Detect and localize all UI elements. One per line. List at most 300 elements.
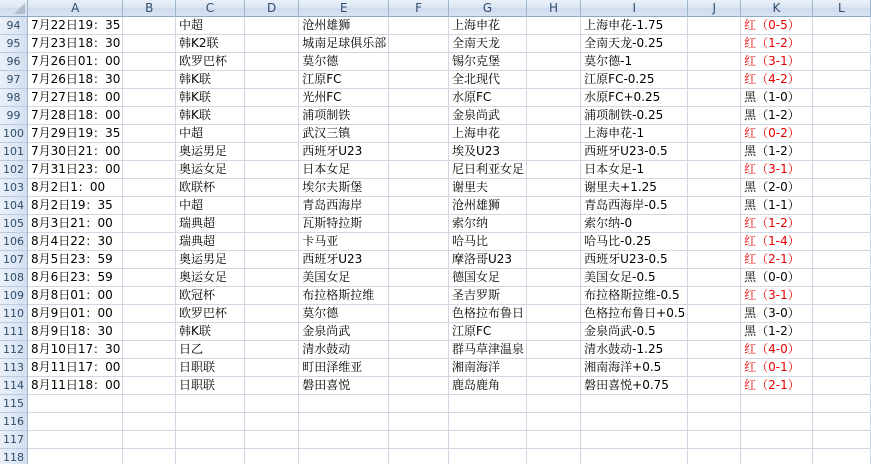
cell-E107[interactable]	[299, 251, 389, 269]
cell-J114[interactable]	[688, 377, 741, 395]
cell-D99[interactable]	[245, 107, 299, 125]
cell-L99[interactable]	[813, 107, 871, 125]
cell-C108[interactable]	[176, 269, 245, 287]
cell-E118[interactable]	[299, 449, 389, 464]
cell-E106[interactable]	[299, 233, 389, 251]
cell-I109[interactable]	[581, 287, 688, 305]
cell-L98[interactable]	[813, 89, 871, 107]
cell-A96[interactable]	[28, 53, 123, 71]
cell-L94[interactable]	[813, 17, 871, 35]
cell-L114[interactable]	[813, 377, 871, 395]
cell-L101[interactable]	[813, 143, 871, 161]
cell-K110[interactable]	[741, 305, 813, 323]
cell-A116[interactable]	[28, 413, 123, 431]
cell-I111[interactable]	[581, 323, 688, 341]
cell-K104[interactable]	[741, 197, 813, 215]
cell-L102[interactable]	[813, 161, 871, 179]
cell-D110[interactable]	[245, 305, 299, 323]
cell-J112[interactable]	[688, 341, 741, 359]
cell-G117[interactable]	[449, 431, 527, 449]
cell-K118[interactable]	[741, 449, 813, 464]
cell-F106[interactable]	[389, 233, 449, 251]
cell-H111[interactable]	[527, 323, 581, 341]
cell-E96[interactable]	[299, 53, 389, 71]
cell-L103[interactable]	[813, 179, 871, 197]
cell-D94[interactable]	[245, 17, 299, 35]
cell-A108[interactable]	[28, 269, 123, 287]
cell-B100[interactable]	[123, 125, 176, 143]
cell-D97[interactable]	[245, 71, 299, 89]
cell-D103[interactable]	[245, 179, 299, 197]
cell-B107[interactable]	[123, 251, 176, 269]
cell-A110[interactable]	[28, 305, 123, 323]
cell-K112[interactable]	[741, 341, 813, 359]
cell-G95[interactable]	[449, 35, 527, 53]
cell-F96[interactable]	[389, 53, 449, 71]
cell-K97[interactable]	[741, 71, 813, 89]
row-header-106[interactable]: 106	[0, 233, 28, 251]
cell-I105[interactable]	[581, 215, 688, 233]
row-header-113[interactable]: 113	[0, 359, 28, 377]
cell-H95[interactable]	[527, 35, 581, 53]
column-header-E[interactable]: E	[299, 0, 389, 17]
cell-J111[interactable]	[688, 323, 741, 341]
row-header-103[interactable]: 103	[0, 179, 28, 197]
cell-L115[interactable]	[813, 395, 871, 413]
row-header-111[interactable]: 111	[0, 323, 28, 341]
column-header-G[interactable]: G	[449, 0, 527, 17]
cell-D106[interactable]	[245, 233, 299, 251]
cell-G108[interactable]	[449, 269, 527, 287]
cell-B117[interactable]	[123, 431, 176, 449]
cell-B101[interactable]	[123, 143, 176, 161]
cell-G101[interactable]	[449, 143, 527, 161]
cell-C100[interactable]	[176, 125, 245, 143]
cell-B104[interactable]	[123, 197, 176, 215]
cell-L97[interactable]	[813, 71, 871, 89]
row-header-94[interactable]: 94	[0, 17, 28, 35]
cell-D102[interactable]	[245, 161, 299, 179]
cell-G106[interactable]	[449, 233, 527, 251]
cell-E97[interactable]	[299, 71, 389, 89]
cell-F113[interactable]	[389, 359, 449, 377]
column-header-A[interactable]: A	[28, 0, 123, 17]
cell-I113[interactable]	[581, 359, 688, 377]
cell-J106[interactable]	[688, 233, 741, 251]
cell-L106[interactable]	[813, 233, 871, 251]
cell-D101[interactable]	[245, 143, 299, 161]
cell-I99[interactable]	[581, 107, 688, 125]
cell-A118[interactable]	[28, 449, 123, 464]
cell-J104[interactable]	[688, 197, 741, 215]
cell-G104[interactable]	[449, 197, 527, 215]
cell-K100[interactable]	[741, 125, 813, 143]
cell-F103[interactable]	[389, 179, 449, 197]
cell-I106[interactable]	[581, 233, 688, 251]
column-header-J[interactable]: J	[688, 0, 741, 17]
cell-C111[interactable]	[176, 323, 245, 341]
cell-B112[interactable]	[123, 341, 176, 359]
cell-G98[interactable]	[449, 89, 527, 107]
cell-J110[interactable]	[688, 305, 741, 323]
column-header-D[interactable]: D	[245, 0, 299, 17]
cell-I101[interactable]	[581, 143, 688, 161]
cell-E104[interactable]	[299, 197, 389, 215]
cell-G114[interactable]	[449, 377, 527, 395]
row-header-98[interactable]: 98	[0, 89, 28, 107]
row-header-116[interactable]: 116	[0, 413, 28, 431]
cell-I107[interactable]	[581, 251, 688, 269]
cell-D111[interactable]	[245, 323, 299, 341]
row-header-97[interactable]: 97	[0, 71, 28, 89]
cell-D108[interactable]	[245, 269, 299, 287]
cell-D117[interactable]	[245, 431, 299, 449]
cell-L95[interactable]	[813, 35, 871, 53]
cell-K95[interactable]	[741, 35, 813, 53]
cell-G116[interactable]	[449, 413, 527, 431]
cell-D113[interactable]	[245, 359, 299, 377]
cell-G113[interactable]	[449, 359, 527, 377]
cell-H103[interactable]	[527, 179, 581, 197]
cell-D95[interactable]	[245, 35, 299, 53]
cell-L111[interactable]	[813, 323, 871, 341]
cell-C99[interactable]	[176, 107, 245, 125]
cell-G94[interactable]	[449, 17, 527, 35]
column-header-B[interactable]: B	[123, 0, 176, 17]
cell-F109[interactable]	[389, 287, 449, 305]
cell-L116[interactable]	[813, 413, 871, 431]
cell-F117[interactable]	[389, 431, 449, 449]
cell-L107[interactable]	[813, 251, 871, 269]
cell-F118[interactable]	[389, 449, 449, 464]
cell-D115[interactable]	[245, 395, 299, 413]
cell-F108[interactable]	[389, 269, 449, 287]
cell-B116[interactable]	[123, 413, 176, 431]
cell-I100[interactable]	[581, 125, 688, 143]
cell-E117[interactable]	[299, 431, 389, 449]
cell-L108[interactable]	[813, 269, 871, 287]
cell-H112[interactable]	[527, 341, 581, 359]
cell-K94[interactable]	[741, 17, 813, 35]
cell-B98[interactable]	[123, 89, 176, 107]
cell-H100[interactable]	[527, 125, 581, 143]
cell-K105[interactable]	[741, 215, 813, 233]
cell-K116[interactable]	[741, 413, 813, 431]
cell-A105[interactable]	[28, 215, 123, 233]
cell-F99[interactable]	[389, 107, 449, 125]
cell-H110[interactable]	[527, 305, 581, 323]
row-header-110[interactable]: 110	[0, 305, 28, 323]
cell-J99[interactable]	[688, 107, 741, 125]
cell-C94[interactable]	[176, 17, 245, 35]
cell-G109[interactable]	[449, 287, 527, 305]
cell-H104[interactable]	[527, 197, 581, 215]
cell-H94[interactable]	[527, 17, 581, 35]
cell-B109[interactable]	[123, 287, 176, 305]
cell-K117[interactable]	[741, 431, 813, 449]
cell-C97[interactable]	[176, 71, 245, 89]
cell-C117[interactable]	[176, 431, 245, 449]
cell-C112[interactable]	[176, 341, 245, 359]
cell-B106[interactable]	[123, 233, 176, 251]
cell-I110[interactable]	[581, 305, 688, 323]
cell-G107[interactable]	[449, 251, 527, 269]
cell-E114[interactable]	[299, 377, 389, 395]
cell-H97[interactable]	[527, 71, 581, 89]
cell-E102[interactable]	[299, 161, 389, 179]
cell-H96[interactable]	[527, 53, 581, 71]
cell-C102[interactable]	[176, 161, 245, 179]
cell-F107[interactable]	[389, 251, 449, 269]
cell-F100[interactable]	[389, 125, 449, 143]
cell-A104[interactable]	[28, 197, 123, 215]
cell-D114[interactable]	[245, 377, 299, 395]
cell-E103[interactable]	[299, 179, 389, 197]
row-header-114[interactable]: 114	[0, 377, 28, 395]
cell-B108[interactable]	[123, 269, 176, 287]
cell-F111[interactable]	[389, 323, 449, 341]
cell-D112[interactable]	[245, 341, 299, 359]
cell-D118[interactable]	[245, 449, 299, 464]
cell-G102[interactable]	[449, 161, 527, 179]
cell-G96[interactable]	[449, 53, 527, 71]
cell-K108[interactable]	[741, 269, 813, 287]
cell-H116[interactable]	[527, 413, 581, 431]
cell-J94[interactable]	[688, 17, 741, 35]
cell-G105[interactable]	[449, 215, 527, 233]
cell-J103[interactable]	[688, 179, 741, 197]
cell-A111[interactable]	[28, 323, 123, 341]
cell-G118[interactable]	[449, 449, 527, 464]
cell-K114[interactable]	[741, 377, 813, 395]
cell-A113[interactable]	[28, 359, 123, 377]
cell-D105[interactable]	[245, 215, 299, 233]
cell-E105[interactable]	[299, 215, 389, 233]
cell-E99[interactable]	[299, 107, 389, 125]
cell-B114[interactable]	[123, 377, 176, 395]
cell-E115[interactable]	[299, 395, 389, 413]
cell-H98[interactable]	[527, 89, 581, 107]
cell-K113[interactable]	[741, 359, 813, 377]
cell-L117[interactable]	[813, 431, 871, 449]
cell-F116[interactable]	[389, 413, 449, 431]
cell-K103[interactable]	[741, 179, 813, 197]
cell-A109[interactable]	[28, 287, 123, 305]
row-header-102[interactable]: 102	[0, 161, 28, 179]
cell-L96[interactable]	[813, 53, 871, 71]
cell-D116[interactable]	[245, 413, 299, 431]
cell-E108[interactable]	[299, 269, 389, 287]
row-header-101[interactable]: 101	[0, 143, 28, 161]
cell-F98[interactable]	[389, 89, 449, 107]
cell-C118[interactable]	[176, 449, 245, 464]
cell-G115[interactable]	[449, 395, 527, 413]
cell-C107[interactable]	[176, 251, 245, 269]
cell-H99[interactable]	[527, 107, 581, 125]
cell-B115[interactable]	[123, 395, 176, 413]
cell-A95[interactable]	[28, 35, 123, 53]
cell-I94[interactable]	[581, 17, 688, 35]
cell-E109[interactable]	[299, 287, 389, 305]
cell-C109[interactable]	[176, 287, 245, 305]
cell-B102[interactable]	[123, 161, 176, 179]
cell-J115[interactable]	[688, 395, 741, 413]
cell-I97[interactable]	[581, 71, 688, 89]
cell-I103[interactable]	[581, 179, 688, 197]
cell-H113[interactable]	[527, 359, 581, 377]
cell-A115[interactable]	[28, 395, 123, 413]
cell-B95[interactable]	[123, 35, 176, 53]
cell-F105[interactable]	[389, 215, 449, 233]
cell-E100[interactable]	[299, 125, 389, 143]
cell-I115[interactable]	[581, 395, 688, 413]
cell-A117[interactable]	[28, 431, 123, 449]
cell-H105[interactable]	[527, 215, 581, 233]
cell-J96[interactable]	[688, 53, 741, 71]
cell-E110[interactable]	[299, 305, 389, 323]
cell-B113[interactable]	[123, 359, 176, 377]
cell-I116[interactable]	[581, 413, 688, 431]
cell-I104[interactable]	[581, 197, 688, 215]
cell-C110[interactable]	[176, 305, 245, 323]
cell-G110[interactable]	[449, 305, 527, 323]
cell-C114[interactable]	[176, 377, 245, 395]
cell-C106[interactable]	[176, 233, 245, 251]
cell-C116[interactable]	[176, 413, 245, 431]
cell-H107[interactable]	[527, 251, 581, 269]
row-header-96[interactable]: 96	[0, 53, 28, 71]
column-header-I[interactable]: I	[581, 0, 688, 17]
cell-L112[interactable]	[813, 341, 871, 359]
cell-F94[interactable]	[389, 17, 449, 35]
cell-A102[interactable]	[28, 161, 123, 179]
cell-C98[interactable]	[176, 89, 245, 107]
cell-E112[interactable]	[299, 341, 389, 359]
cell-D104[interactable]	[245, 197, 299, 215]
row-header-109[interactable]: 109	[0, 287, 28, 305]
row-header-99[interactable]: 99	[0, 107, 28, 125]
cell-I118[interactable]	[581, 449, 688, 464]
cell-L109[interactable]	[813, 287, 871, 305]
row-header-115[interactable]: 115	[0, 395, 28, 413]
cell-F104[interactable]	[389, 197, 449, 215]
cell-A99[interactable]	[28, 107, 123, 125]
cell-B110[interactable]	[123, 305, 176, 323]
cell-C105[interactable]	[176, 215, 245, 233]
cell-H118[interactable]	[527, 449, 581, 464]
cell-F101[interactable]	[389, 143, 449, 161]
cell-A100[interactable]	[28, 125, 123, 143]
row-header-118[interactable]: 118	[0, 449, 28, 464]
cell-C101[interactable]	[176, 143, 245, 161]
cell-C96[interactable]	[176, 53, 245, 71]
column-header-F[interactable]: F	[389, 0, 449, 17]
cell-J113[interactable]	[688, 359, 741, 377]
row-header-95[interactable]: 95	[0, 35, 28, 53]
cell-H109[interactable]	[527, 287, 581, 305]
cell-H102[interactable]	[527, 161, 581, 179]
cell-K96[interactable]	[741, 53, 813, 71]
cell-K102[interactable]	[741, 161, 813, 179]
cell-B94[interactable]	[123, 17, 176, 35]
cell-E113[interactable]	[299, 359, 389, 377]
cell-H108[interactable]	[527, 269, 581, 287]
cell-F115[interactable]	[389, 395, 449, 413]
cell-J118[interactable]	[688, 449, 741, 464]
cell-I117[interactable]	[581, 431, 688, 449]
column-header-L[interactable]: L	[813, 0, 871, 17]
cell-I95[interactable]	[581, 35, 688, 53]
row-header-105[interactable]: 105	[0, 215, 28, 233]
column-header-K[interactable]: K	[741, 0, 813, 17]
cell-H117[interactable]	[527, 431, 581, 449]
cell-L100[interactable]	[813, 125, 871, 143]
cell-J101[interactable]	[688, 143, 741, 161]
cell-A114[interactable]	[28, 377, 123, 395]
cell-F110[interactable]	[389, 305, 449, 323]
cell-A101[interactable]	[28, 143, 123, 161]
cell-K101[interactable]	[741, 143, 813, 161]
cell-J117[interactable]	[688, 431, 741, 449]
cell-C103[interactable]	[176, 179, 245, 197]
cell-D96[interactable]	[245, 53, 299, 71]
cell-F112[interactable]	[389, 341, 449, 359]
cell-B99[interactable]	[123, 107, 176, 125]
cell-A106[interactable]	[28, 233, 123, 251]
cell-G103[interactable]	[449, 179, 527, 197]
select-all-corner[interactable]	[0, 0, 28, 17]
cell-J108[interactable]	[688, 269, 741, 287]
cell-I102[interactable]	[581, 161, 688, 179]
cell-C113[interactable]	[176, 359, 245, 377]
cell-E111[interactable]	[299, 323, 389, 341]
cell-G97[interactable]	[449, 71, 527, 89]
cell-B118[interactable]	[123, 449, 176, 464]
cell-C104[interactable]	[176, 197, 245, 215]
cell-C95[interactable]	[176, 35, 245, 53]
cell-F114[interactable]	[389, 377, 449, 395]
cell-L110[interactable]	[813, 305, 871, 323]
cell-E94[interactable]	[299, 17, 389, 35]
cell-E98[interactable]	[299, 89, 389, 107]
row-header-117[interactable]: 117	[0, 431, 28, 449]
cell-K107[interactable]	[741, 251, 813, 269]
cell-E101[interactable]	[299, 143, 389, 161]
row-header-112[interactable]: 112	[0, 341, 28, 359]
cell-D98[interactable]	[245, 89, 299, 107]
cell-A97[interactable]	[28, 71, 123, 89]
cell-K98[interactable]	[741, 89, 813, 107]
cell-B97[interactable]	[123, 71, 176, 89]
cell-J97[interactable]	[688, 71, 741, 89]
cell-J116[interactable]	[688, 413, 741, 431]
cell-A112[interactable]	[28, 341, 123, 359]
cell-B105[interactable]	[123, 215, 176, 233]
cell-J98[interactable]	[688, 89, 741, 107]
cell-D107[interactable]	[245, 251, 299, 269]
cell-J95[interactable]	[688, 35, 741, 53]
row-header-104[interactable]: 104	[0, 197, 28, 215]
cell-A107[interactable]	[28, 251, 123, 269]
cell-H114[interactable]	[527, 377, 581, 395]
cell-H101[interactable]	[527, 143, 581, 161]
cell-I96[interactable]	[581, 53, 688, 71]
cell-G99[interactable]	[449, 107, 527, 125]
cell-L118[interactable]	[813, 449, 871, 464]
cell-H115[interactable]	[527, 395, 581, 413]
cell-D100[interactable]	[245, 125, 299, 143]
cell-E116[interactable]	[299, 413, 389, 431]
